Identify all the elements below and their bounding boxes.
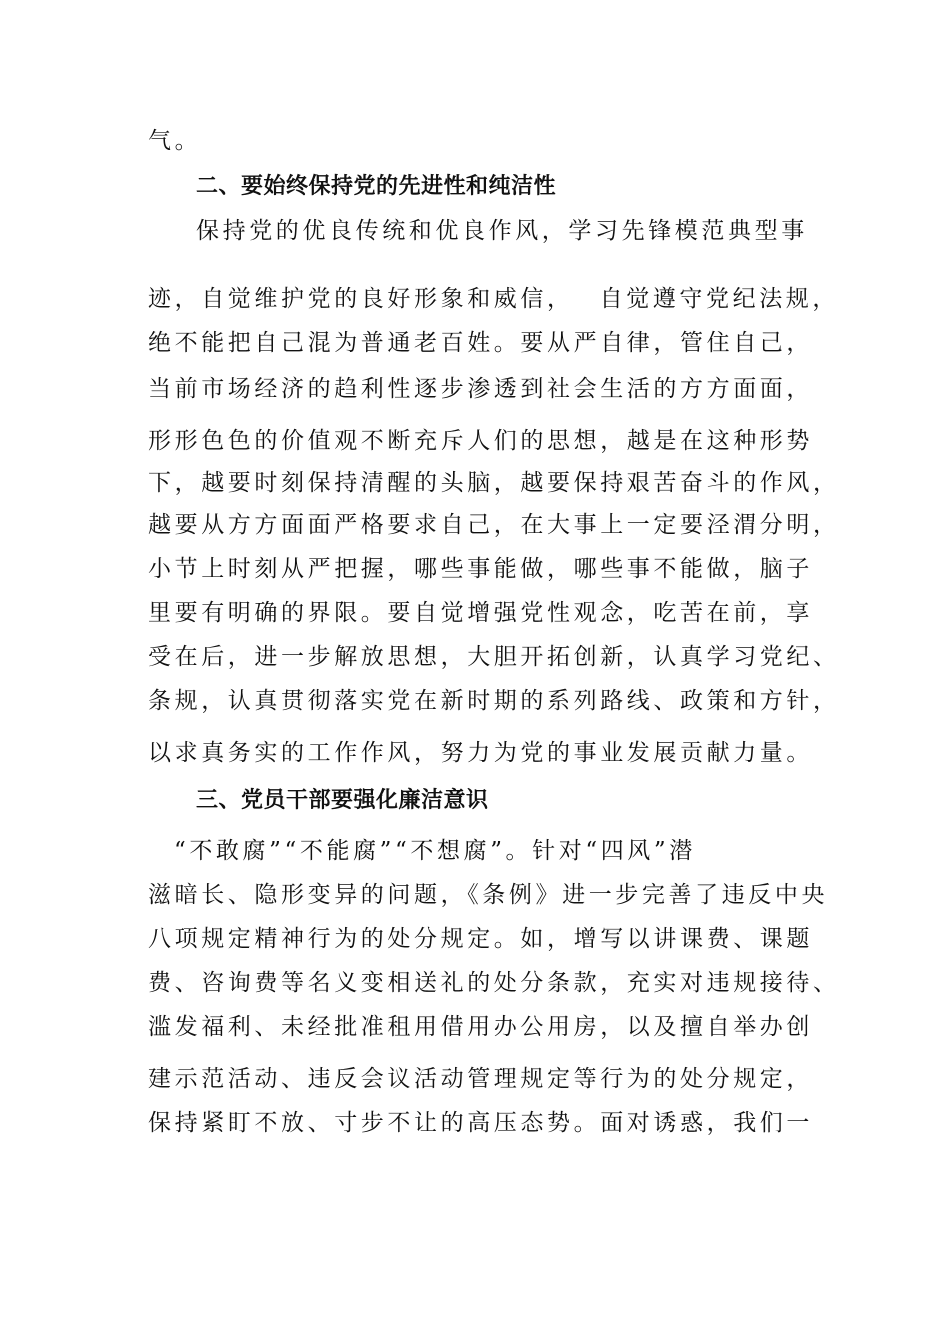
text-line: 费、咨询费等名义变相送礼的处分条款，充实对违规接待、 <box>148 970 840 996</box>
text-line: “不敢腐”“不能腐”“不想腐”。针对“四风”潜 <box>174 838 696 864</box>
text-line: 下，越要时刻保持清醒的头脑，越要保持艰苦奋斗的作风， <box>148 470 840 496</box>
text-line: 建示范活动、违反会议活动管理规定等行为的处分规定， <box>148 1066 813 1092</box>
text-line: 保持党的优良传统和优良作风，学习先锋模范典型事 <box>196 218 808 244</box>
text-line: 小节上时刻从严把握，哪些事能做，哪些事不能做，脑子 <box>148 556 813 582</box>
text-line: 受在后，进一步解放思想，大胆开拓创新，认真学习党纪、 <box>148 644 840 670</box>
text-line: 滥发福利、未经批准租用借用办公用房，以及擅自举办创 <box>148 1014 813 1040</box>
text-line: 里要有明确的界限。要自觉增强党性观念，吃苦在前，享 <box>148 600 813 626</box>
text-line: 当前市场经济的趋利性逐步渗透到社会生活的方方面面， <box>148 376 813 402</box>
text-line: 以求真务实的工作作风，努力为党的事业发展贡献力量。 <box>148 740 813 766</box>
text-line: 迹，自觉维护党的良好形象和威信， 自觉遵守党纪法规， <box>148 286 840 312</box>
paragraph-fragment: 气。 <box>148 128 202 154</box>
text-line: 八项规定精神行为的处分规定。如，增写以讲课费、课题 <box>148 926 813 952</box>
text-line: 条规，认真贯彻落实党在新时期的系列路线、政策和方针， <box>148 688 840 714</box>
text-line: 滋暗长、隐形变异的问题，《条例》进一步完善了违反中央 <box>148 882 829 908</box>
section-heading-2: 二、要始终保持党的先进性和纯洁性 <box>196 174 557 199</box>
text-line: 保持紧盯不放、寸步不让的高压态势。面对诱惑，我们一 <box>148 1110 813 1136</box>
section-heading-3: 三、党员干部要强化廉洁意识 <box>196 788 489 813</box>
text-line: 越要从方方面面严格要求自己，在大事上一定要泾渭分明， <box>148 512 840 538</box>
text-line: 形形色色的价值观不断充斥人们的思想，越是在这种形势 <box>148 428 813 454</box>
text-line: 绝不能把自己混为普通老百姓。要从严自律，管住自己， <box>148 330 813 356</box>
